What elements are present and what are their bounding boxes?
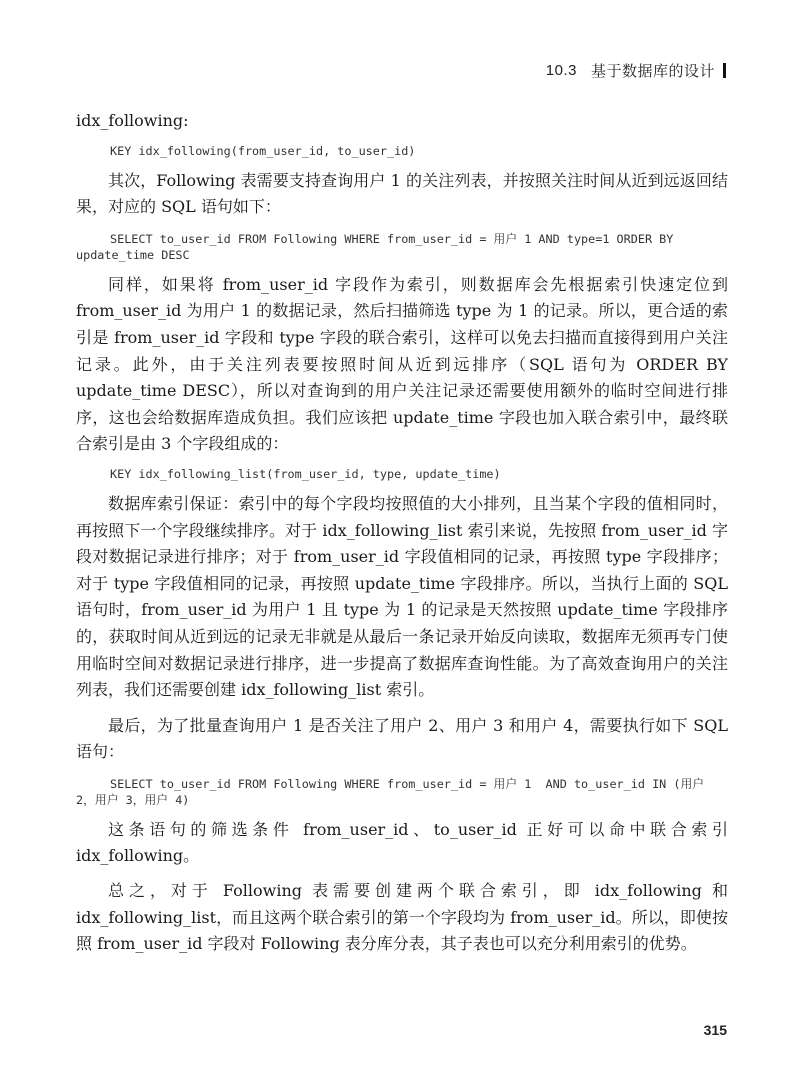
header-bar	[723, 63, 726, 78]
index-label: idx_following:	[76, 111, 189, 130]
paragraph-index-explanation: 同样，如果将 from_user_id 字段作为索引，则数据库会先根据索引快速定位到 from_user_id 为用户 1 的数据记录，然后扫描筛选 type 为 1 的记录。所以，更合适的索引是 from_user_id 字段和 type 字段的联合索引，这样可以免去扫描而直接得到用户关注记录。此外，由于关注列表要按照时间从近到远排序（SQL 语句为 ORDER BY update_time DESC），所以对查询到的用户关注记录还需要使用额外的临时空间进行排序，这也会给数据库造成负担。我们应该把 update_time 字段也加入联合索引中，最终联合索引是由 3 个字段组成的：	[76, 274, 728, 454]
paragraph-following-list: 其次，Following 表需要支持查询用户 1 的关注列表，并按照关注时间从近到远返回结果，对应的 SQL 语句如下：	[76, 170, 728, 217]
section-number: 10.3	[545, 62, 577, 79]
code-select-batch: SELECT to_user_id FROM Following WHERE from_user_id = 用户 1 AND to_user_id IN (用户 2，用户 3，用户 4)	[76, 776, 712, 807]
paragraph-index-guarantee: 数据库索引保证：索引中的每个字段均按照值的大小排列，且当某个字段的值相同时，再按照下一个字段继续排序。对于 idx_following_list 索引来说，先按照 from_user_id 字段对数据记录进行排序；对于 from_user_id 字段值相同的记录，再按照 type 字段排序；对于 type 字段值相同的记录，再按照 update_time 字段排序。所以，当执行上面的 SQL 语句时，from_user_id 为用户 1 且 type 为 1 的记录是天然按照 update_time 字段排序的，获取时间从近到远的记录无非就是从最后一条记录开始反向读取，数据库无须再专门使用临时空间对数据记录进行排序，进一步提高了数据库查询性能。为了高效查询用户的关注列表，我们还需要创建 idx_following_list 索引。	[76, 493, 728, 700]
code-key-idx-following-list: KEY idx_following_list(from_user_id, type, update_time)	[110, 466, 501, 481]
paragraph-filter-condition: 这条语句的筛选条件 from_user_id、to_user_id 正好可以命中联合索引 idx_following。	[76, 819, 728, 866]
chapter-title: 基于数据库的设计	[590, 63, 715, 80]
paragraph-batch-query: 最后，为了批量查询用户 1 是否关注了用户 2、用户 3 和用户 4，需要执行如下 SQL 语句：	[76, 715, 728, 762]
page-number: 315	[703, 1022, 727, 1038]
page-content	[76, 108, 728, 958]
code-select-following-list: SELECT to_user_id FROM Following WHERE from_user_id = 用户 1 AND type=1 ORDER BY update_time DESC	[76, 231, 681, 262]
code-key-idx-following: KEY idx_following(from_user_id, to_user_id)	[110, 143, 416, 158]
paragraph-summary: 总之，对于 Following 表需要创建两个联合索引，即 idx_following 和 idx_following_list，而且这两个联合索引的第一个字段均为 from_user_id。所以，即使按照 from_user_id 字段对 Following 表分库分表，其子表也可以充分利用索引的优势。	[76, 881, 728, 954]
running-header	[546, 60, 726, 81]
